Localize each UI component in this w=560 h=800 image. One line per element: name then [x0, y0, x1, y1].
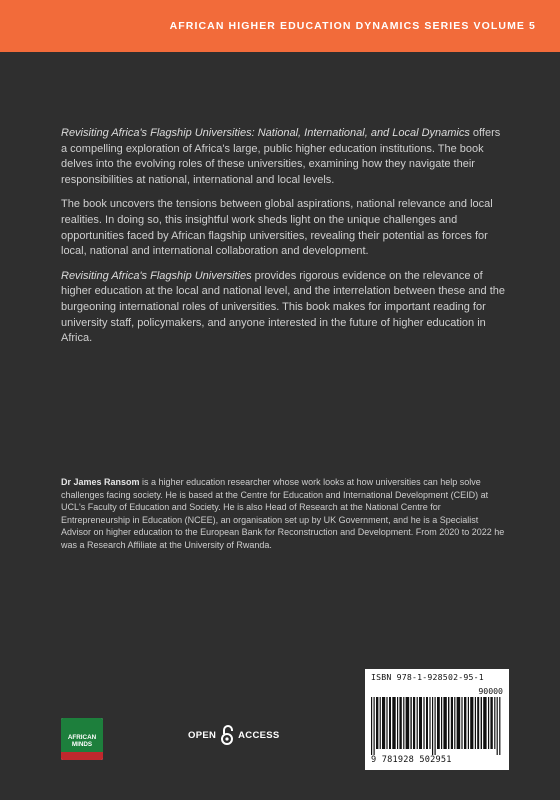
blurb-paragraph-1: [61, 126, 509, 188]
series-title: AFRICAN HIGHER EDUCATION DYNAMICS SERIES VOLUME 5: [169, 20, 536, 32]
author-bio-text: is a higher education researcher whose work looks at how universities can help solve challenges facing society. He is based at the Centre for Education and International Development (CEID) at UCL's Faculty of Education and Society. He is also Head of Research at the National Centre for Entrepreneurship in Education (NCEE), an organisation set up by UK Government, and he is a Specialist Advisor on higher education to the European Bank for Reconstruction and Development. From 2020 to 2022 he was a Research Affiliate at the University of Rwanda.: [61, 477, 505, 550]
open-access-right: ACCESS: [238, 729, 280, 741]
author-bio: [61, 476, 509, 551]
series-banner: [0, 0, 560, 52]
barcode-number: 9 781928 502951: [371, 755, 452, 765]
blurb-paragraph-2: The book uncovers the tensions between global aspirations, national relevance and local realities. In doing so, this insightful work sheds light on the unique challenges and opportunities faced by African flagship universities, revealing their potential as forces for local, national and international collaboration and development.: [61, 198, 493, 258]
blurb-text: offers a compelling exploration of Africa's large, public higher education institutions. The book delves into the evolving roles of these universities, examining how they navigate their responsibilities at national, international and local levels.: [61, 127, 501, 186]
open-access-left: OPEN: [188, 729, 217, 741]
blurb-paragraph-3: [61, 269, 509, 347]
publisher-logo-line-2: MINDS: [71, 741, 93, 748]
price-code: 90000: [478, 686, 503, 696]
publisher-logo: [61, 718, 103, 760]
blurb: [61, 126, 509, 356]
blurb-text: provides rigorous evidence on the relevance of higher education at the local and national level, and the interrelation between these and the burgeoning international roles of universities. This book makes for important reading for university staff, policymakers, and anyone interested in the future of higher education in Africa.: [61, 269, 505, 345]
barcode-bars: [371, 697, 503, 755]
open-access-badge: [188, 724, 280, 746]
author-name: Dr James Ransom: [61, 477, 140, 487]
book-short-title-italic: Revisiting Africa's Flagship Universities: [61, 269, 252, 282]
isbn-barcode: [365, 669, 509, 770]
publisher-logo-line-1: AFRICAN: [67, 734, 97, 741]
isbn-text: ISBN 978-1-928502-95-1: [371, 672, 484, 682]
book-title-italic: Revisiting Africa's Flagship Universities: National, International, and Local Dynamics: [61, 127, 470, 139]
open-access-lock-icon: [220, 724, 234, 746]
